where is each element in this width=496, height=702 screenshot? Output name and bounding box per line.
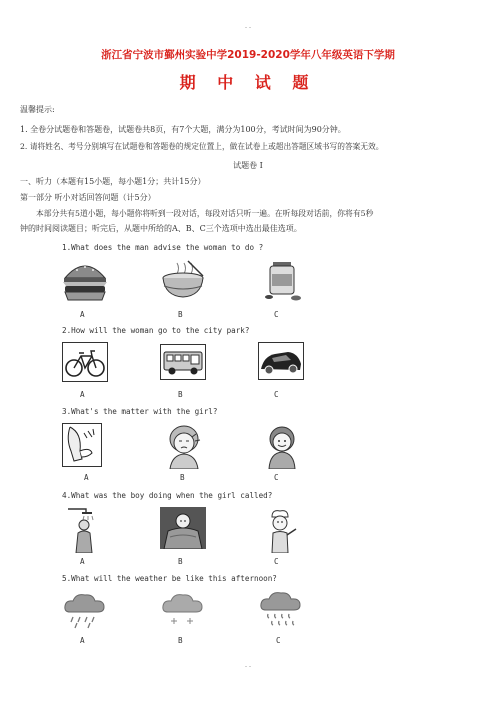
q5-option-c[interactable]: C: [276, 636, 281, 645]
instruction-line-1: 本部分共有5道小题，每小题你将听到一段对话，每段对话只听一遍。在听每段对话前，你将有5秒: [36, 209, 374, 218]
q3-option-a[interactable]: A: [84, 473, 89, 482]
shower-icon: [62, 507, 102, 553]
question-4-text: 4.What was the boy doing when the girl called?: [62, 491, 273, 500]
bus-icon: [160, 344, 206, 380]
question-2-text: 2.How will the woman go to the city park?: [62, 326, 250, 335]
q2-option-b[interactable]: B: [178, 390, 183, 399]
q1-option-a[interactable]: A: [80, 310, 85, 319]
bicycle-icon: [62, 342, 108, 382]
sick-girl-icon: [162, 423, 206, 469]
notice-item-1: 1. 全卷分试题卷和答题卷，试题卷共8页，有7个大题，满分为100分，考试时间为90分钟。: [20, 125, 346, 134]
q2-option-a[interactable]: A: [80, 390, 85, 399]
instruction-line-2: 钟的时间阅读题目；听完后，从题中所给的A、B、C三个选项中选出最佳选项。: [20, 224, 302, 233]
car-icon: [258, 342, 304, 380]
happy-girl-icon: [262, 423, 302, 469]
question-1-text: 1.What does the man advise the woman to do ?: [62, 243, 264, 252]
cooking-boy-icon: [260, 507, 300, 553]
page-footer-mark: - -: [245, 663, 251, 670]
notice-item-2: 2. 请将姓名、考号分别填写在试题卷和答题卷的规定位置上，做在试卷上或超出答题区域书写的答案无效。: [20, 142, 384, 151]
q3-option-b[interactable]: B: [180, 473, 185, 482]
q4-option-a[interactable]: A: [80, 557, 85, 566]
question-3-text: 3.What's the matter with the girl?: [62, 407, 218, 416]
hamburger-icon: [62, 258, 108, 302]
noodle-bowl-icon: [160, 258, 206, 302]
storm-cloud-icon: [258, 590, 304, 632]
q1-option-c[interactable]: C: [274, 310, 279, 319]
exam-title: 浙江省宁波市鄞州实验中学2019-2020学年八年级英语下学期: [101, 49, 395, 61]
paper-label: 试题卷 I: [233, 161, 263, 170]
q3-option-c[interactable]: C: [274, 473, 279, 482]
q5-option-b[interactable]: B: [178, 636, 183, 645]
medicine-icon: [260, 258, 306, 302]
part-1-heading: 第一部分 听小对话回答问题（计5分）: [20, 193, 156, 202]
notice-heading: 温馨提示:: [20, 105, 55, 114]
hand-pain-icon: [62, 423, 102, 467]
q4-option-b[interactable]: B: [178, 557, 183, 566]
question-5-text: 5.What will the weather be like this afternoon?: [62, 574, 277, 583]
page-header-mark: - -: [245, 24, 251, 31]
q2-option-c[interactable]: C: [274, 390, 279, 399]
q1-option-b[interactable]: B: [178, 310, 183, 319]
snow-cloud-icon: [160, 590, 206, 630]
section-1-heading: 一、听力（本题有15小题，每小题1分；共计15分）: [20, 177, 206, 186]
sleeping-boy-icon: [160, 507, 206, 549]
exam-subtitle: 期 中 试 题: [179, 73, 317, 92]
q4-option-c[interactable]: C: [274, 557, 279, 566]
q5-option-a[interactable]: A: [80, 636, 85, 645]
rain-cloud-icon: [62, 590, 108, 630]
